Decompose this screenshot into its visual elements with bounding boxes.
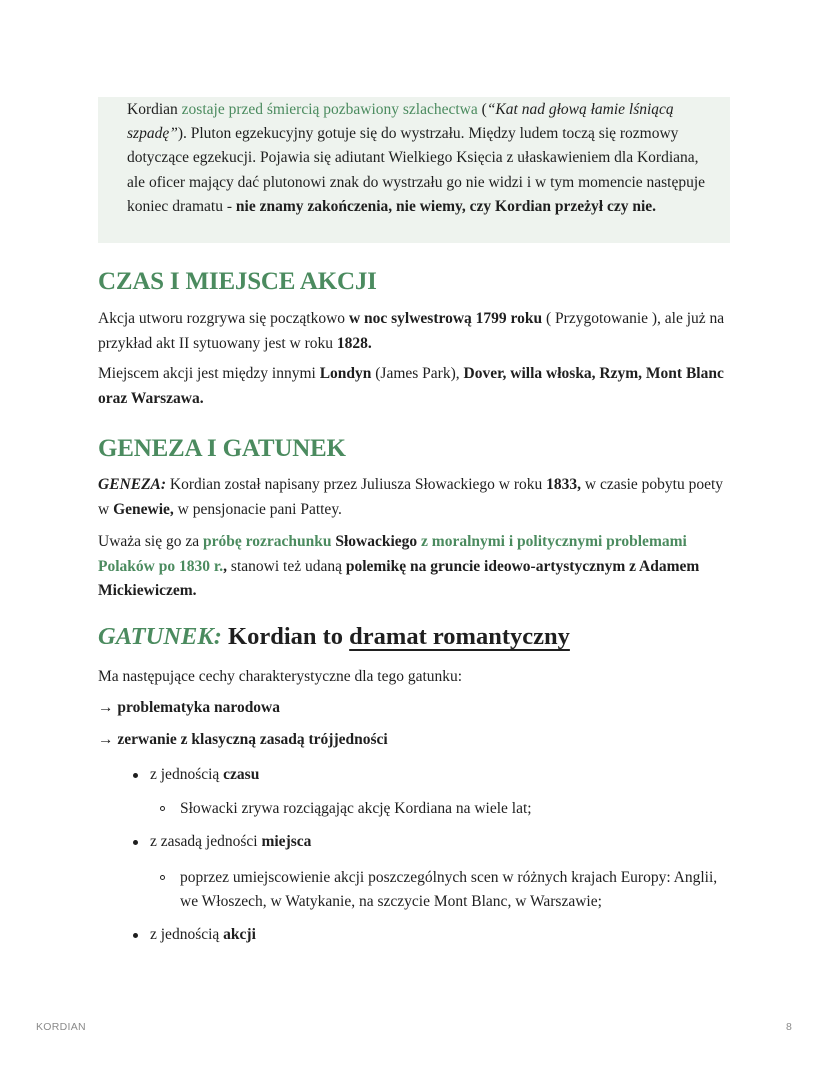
footer-title: KORDIAN — [36, 1021, 86, 1033]
text-part: z jednością — [150, 766, 224, 783]
bullet-dot-icon — [133, 933, 138, 938]
list-item-akcja — [133, 926, 256, 944]
list-item-czas — [133, 766, 259, 784]
page-number: 8 — [786, 1021, 793, 1033]
text-part: stanowi też udaną — [227, 557, 346, 575]
heading-geneza-i-gatunek: GENEZA I GATUNEK — [98, 435, 346, 462]
text-part: z zasadą jedności — [150, 833, 262, 850]
text-part: poprzez umiejscowienie akcji poszczególnych scen w różnych krajach Europy: Anglii, we Włoszech, w Watykanie, na szczycie Mont Blanc, w Warszawie; — [180, 869, 718, 910]
callout-text — [127, 97, 716, 219]
bold-text: polemikę na gruncie ideowo-artystycznym z Adamem Mickiewiczem. — [98, 557, 700, 599]
bold-text: miejsca — [261, 833, 312, 850]
callout-highlight: zostaje przed śmiercią pozbawiony szlachectwa — [181, 101, 478, 118]
bullet-circle-icon — [160, 806, 165, 811]
text-part: Kordian został napisany przez Juliusza Słowackiego w roku — [166, 476, 547, 493]
bold-text: 1833, — [546, 476, 581, 493]
bold-text: Genewie, — [113, 500, 174, 518]
gatunek-intro: Ma następujące cechy charakterystyczne dla tego gatunku: — [98, 668, 463, 685]
green-bold-text: z moralnymi i politycznymi problemami Polaków po 1830 r. — [98, 533, 687, 575]
callout-text-part: ( — [477, 101, 487, 118]
text-part: Słowacki zrywa rozciągając akcję Kordiana na wiele lat; — [180, 800, 532, 817]
text-part: (James Park), — [371, 365, 464, 382]
callout-bold-ending: nie znamy zakończenia, nie wiemy, czy Kordian przeżył czy nie. — [235, 197, 657, 215]
heading-gatunek — [98, 623, 570, 651]
gatunek-title-underlined: dramat romantyczny — [349, 623, 570, 650]
gatunek-label: GATUNEK: — [98, 623, 222, 650]
text-part: Akcja utworu rozgrywa się początkowo — [98, 310, 349, 327]
text-part: Uważa się go za — [98, 533, 204, 550]
bold-text: Londyn — [319, 365, 372, 382]
callout-quote: “Kat nad głową łamie lśniącą szpadę” — [127, 101, 674, 143]
bold-text: czasu — [223, 766, 260, 783]
bold-text: Dover, willa włoska, Rzym, Mont Blanc oraz Warszawa. — [98, 365, 724, 407]
text-part: w pensjonacie pani Pattey. — [173, 500, 342, 518]
bold-text: Słowackiego — [331, 533, 418, 550]
bold-text: akcji — [223, 926, 256, 943]
summary-callout — [98, 97, 730, 243]
green-bold-text: próbę rozrachunku — [203, 533, 332, 550]
callout-text-part: ). Pluton egzekucyjny gotuje się do wystrzału. Między ludem toczą się rozmowy dotyczące egzekucji. Pojawia się adiutant Wielkiego Księcia z ułaskawieniem dla Kordiana, ale oficer mający dać plutonowi znak do wystrzału go nie widzi i w tym momencie następuje koniec dramatu - — [127, 125, 706, 215]
sublist-item-czas — [160, 797, 720, 821]
gatunek-title-part: Kordian to — [221, 623, 350, 650]
paragraph-geneza — [98, 473, 728, 522]
text-part: z jednością — [150, 926, 224, 943]
bold-text: w noc sylwestrową 1799 roku — [348, 310, 543, 327]
list-item-miejsce — [133, 833, 311, 851]
paragraph-czas — [98, 307, 728, 356]
text-part: Miejscem akcji jest między innymi — [98, 365, 320, 382]
heading-czas-i-miejsce: CZAS I MIEJSCE AKCJI — [98, 268, 377, 295]
bullet-circle-icon — [160, 875, 165, 880]
text-part: w czasie pobytu poety w — [98, 476, 724, 518]
paragraph-rozrachunek — [98, 530, 728, 604]
bold-text: , — [223, 557, 228, 575]
text-part: ( Przygotowanie ), ale już na przykład akt II sytuowany jest w roku — [98, 310, 725, 352]
bold-text: 1828. — [336, 334, 372, 352]
feature-problematyka: → problematyka narodowa — [98, 699, 281, 716]
paragraph-miejsce — [98, 362, 728, 411]
feature-trojjednosc: → zerwanie z klasyczną zasadą trójjedności — [98, 731, 388, 748]
bullet-dot-icon — [133, 773, 138, 778]
callout-text-part: Kordian — [127, 101, 182, 118]
geneza-label: GENEZA: — [98, 476, 167, 493]
sublist-item-miejsce — [160, 866, 720, 914]
bullet-dot-icon — [133, 840, 138, 845]
